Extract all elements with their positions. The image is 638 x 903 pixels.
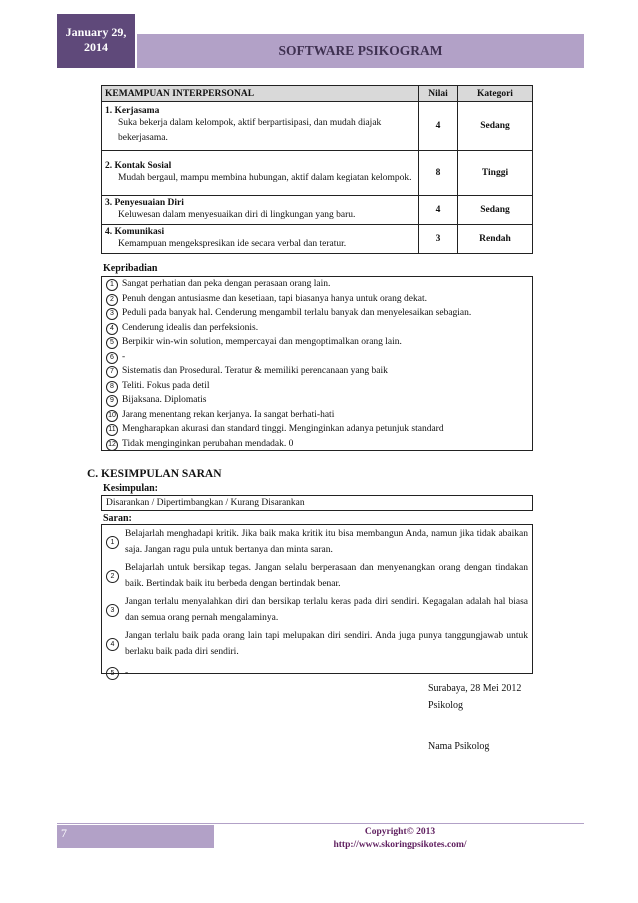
list-item (106, 277, 528, 292)
kepribadian-text: Mengharapkan akurasi dan standard tinggi. Menginginkan adanya petunjuk standard (122, 424, 444, 434)
saran-text: Belajarlah menghadapi kritik. Jika baik maka kritik itu bisa membangun Anda, namun jika tidak abaikan saja. Jangan ragu pula untuk bertanya dan minta saran. (125, 529, 528, 555)
saran-text: Jangan terlalu menyalahkan diri dan bersikap terlalu keras pada diri sendiri. Kegagalan adalah hal biasa dan semua orang pernah mengalaminya. (125, 597, 528, 623)
ability-category: Sedang (458, 102, 533, 151)
kepribadian-text: Penuh dengan antusiasme dan kesetiaan, tapi biasanya hanya untuk orang dekat. (122, 293, 427, 304)
kepribadian-text: Cenderung idealis dan perfeksionis. (122, 322, 259, 333)
ability-value: 4 (419, 196, 458, 225)
circled-number: 3 (106, 604, 119, 617)
header-date: January 29, 2014 (57, 14, 135, 68)
ability-category: Rendah (458, 225, 533, 254)
table-header-ability: KEMAMPUAN INTERPERSONAL (102, 86, 419, 102)
saran-box (101, 524, 533, 678)
circled-number: 4 (106, 638, 119, 651)
ability-name: 2. Kontak Sosial (105, 160, 172, 171)
circled-number: 12 (106, 439, 118, 451)
kepribadian-text: Sangat perhatian dan peka dengan perasaan orang lain. (122, 279, 331, 289)
ability-cell (102, 196, 419, 225)
kepribadian-text: Berpikir win-win solution, mempercayai dan mengoptimalkan orang lain. (122, 337, 402, 347)
list-item (106, 422, 528, 437)
kepribadian-text: Sistematis dan Prosedural. Teratur & memiliki perencanaan yang baik (122, 366, 388, 376)
signature-name: Nama Psikolog (428, 741, 490, 752)
copyright-text: Copyright© 2013 (364, 827, 436, 837)
ability-name: 3. Penyesuaian Diri (105, 197, 184, 208)
circled-number: 1 (106, 279, 118, 291)
circled-number: 7 (106, 366, 118, 378)
table-header-category: Kategori (458, 86, 533, 102)
saran-label: Saran: (103, 513, 132, 524)
table-row (102, 102, 533, 151)
kepribadian-text: - (122, 351, 126, 362)
ability-name: 4. Komunikasi (105, 226, 165, 237)
kesimpulan-label: Kesimpulan: (103, 483, 159, 494)
ability-value: 4 (419, 102, 458, 151)
kepribadian-title: Kepribadian (103, 263, 158, 274)
list-item (106, 379, 528, 394)
circled-number: 3 (106, 308, 118, 320)
list-item (106, 666, 528, 682)
kepribadian-text: Bijaksana. Diplomatis (122, 395, 207, 405)
section-title: C. KESIMPULAN SARAN (87, 468, 222, 480)
list-item (106, 335, 528, 350)
kesimpulan-value: Disarankan / Dipertimbangkan / Kurang Disarankan (101, 495, 533, 511)
circled-number: 9 (106, 395, 118, 407)
kepribadian-box (101, 276, 533, 451)
signature-place-date: Surabaya, 28 Mei 2012 (428, 683, 522, 694)
list-item (106, 393, 528, 408)
ability-value: 8 (419, 151, 458, 196)
list-item (106, 321, 528, 336)
page-number: 7 (57, 825, 214, 848)
table-header-value: Nilai (419, 86, 458, 102)
saran-text: Belajarlah untuk bersikap tegas. Jangan selalu berperasaan dan menyenangkan orang dengan tindakan baik. Bertindak baik itu berbeda dengan bertindak benar. (125, 563, 528, 589)
list-item (106, 306, 528, 321)
list-item (106, 292, 528, 307)
circled-number: 5 (106, 667, 119, 680)
kepribadian-text: Jarang menentang rekan kerjanya. Ia sangat berhati-hati (122, 409, 335, 420)
circled-number: 4 (106, 323, 118, 335)
ability-desc: Mudah bergaul, mampu membina hubungan, aktif dalam kegiatan kelompok. (118, 172, 412, 183)
ability-category: Tinggi (458, 151, 533, 196)
table-row (102, 225, 533, 254)
list-item (106, 364, 528, 379)
list-item (106, 408, 528, 423)
kepribadian-text: Tidak menginginkan perubahan mendadak. 0 (122, 438, 294, 449)
circled-number: 8 (106, 381, 118, 393)
footer-url[interactable]: http://www.skoringpsikotes.com/ (333, 840, 467, 850)
ability-cell (102, 225, 419, 254)
ability-name: 1. Kerjasama (105, 106, 160, 116)
circled-number: 2 (106, 294, 118, 306)
circled-number: 6 (106, 352, 118, 364)
table-row (102, 196, 533, 225)
kepribadian-text: Teliti. Fokus pada detil (122, 380, 210, 391)
circled-number: 11 (106, 424, 118, 436)
header-title: SOFTWARE PSIKOGRAM (137, 34, 584, 68)
ability-desc: Suka bekerja dalam kelompok, aktif berpartisipasi, dan mudah diajak bekerjasama. (118, 118, 382, 143)
circled-number: 5 (106, 337, 118, 349)
saran-text: Jangan terlalu baik pada orang lain tapi melupakan diri sendiri. Anda juga punya tanggungjawab untuk berlaku baik pada diri sendiri. (125, 631, 528, 657)
ability-cell (102, 151, 419, 196)
list-item (106, 561, 528, 592)
list-item (106, 595, 528, 626)
saran-text: - (125, 668, 129, 678)
circled-number: 1 (106, 536, 119, 549)
interpersonal-table (101, 85, 533, 254)
footer-copyright (300, 826, 500, 852)
footer-divider (57, 823, 584, 824)
ability-value: 3 (419, 225, 458, 254)
table-header-row (102, 86, 533, 102)
table-row (102, 151, 533, 196)
list-item (106, 437, 528, 452)
list-item (106, 350, 528, 365)
ability-category: Sedang (458, 196, 533, 225)
signature-role: Psikolog (428, 700, 464, 711)
ability-cell (102, 102, 419, 151)
ability-desc: Keluwesan dalam menyesuaikan diri di lingkungan yang baru. (118, 209, 356, 220)
kepribadian-text: Peduli pada banyak hal. Cenderung mengambil terlalu banyak dan menyelesaikan sebagian. (122, 308, 472, 318)
list-item (106, 629, 528, 660)
circled-number: 10 (106, 410, 118, 422)
list-item (106, 527, 528, 558)
ability-desc: Kemampuan mengekspresikan ide secara verbal dan teratur. (118, 238, 347, 249)
circled-number: 2 (106, 570, 119, 583)
